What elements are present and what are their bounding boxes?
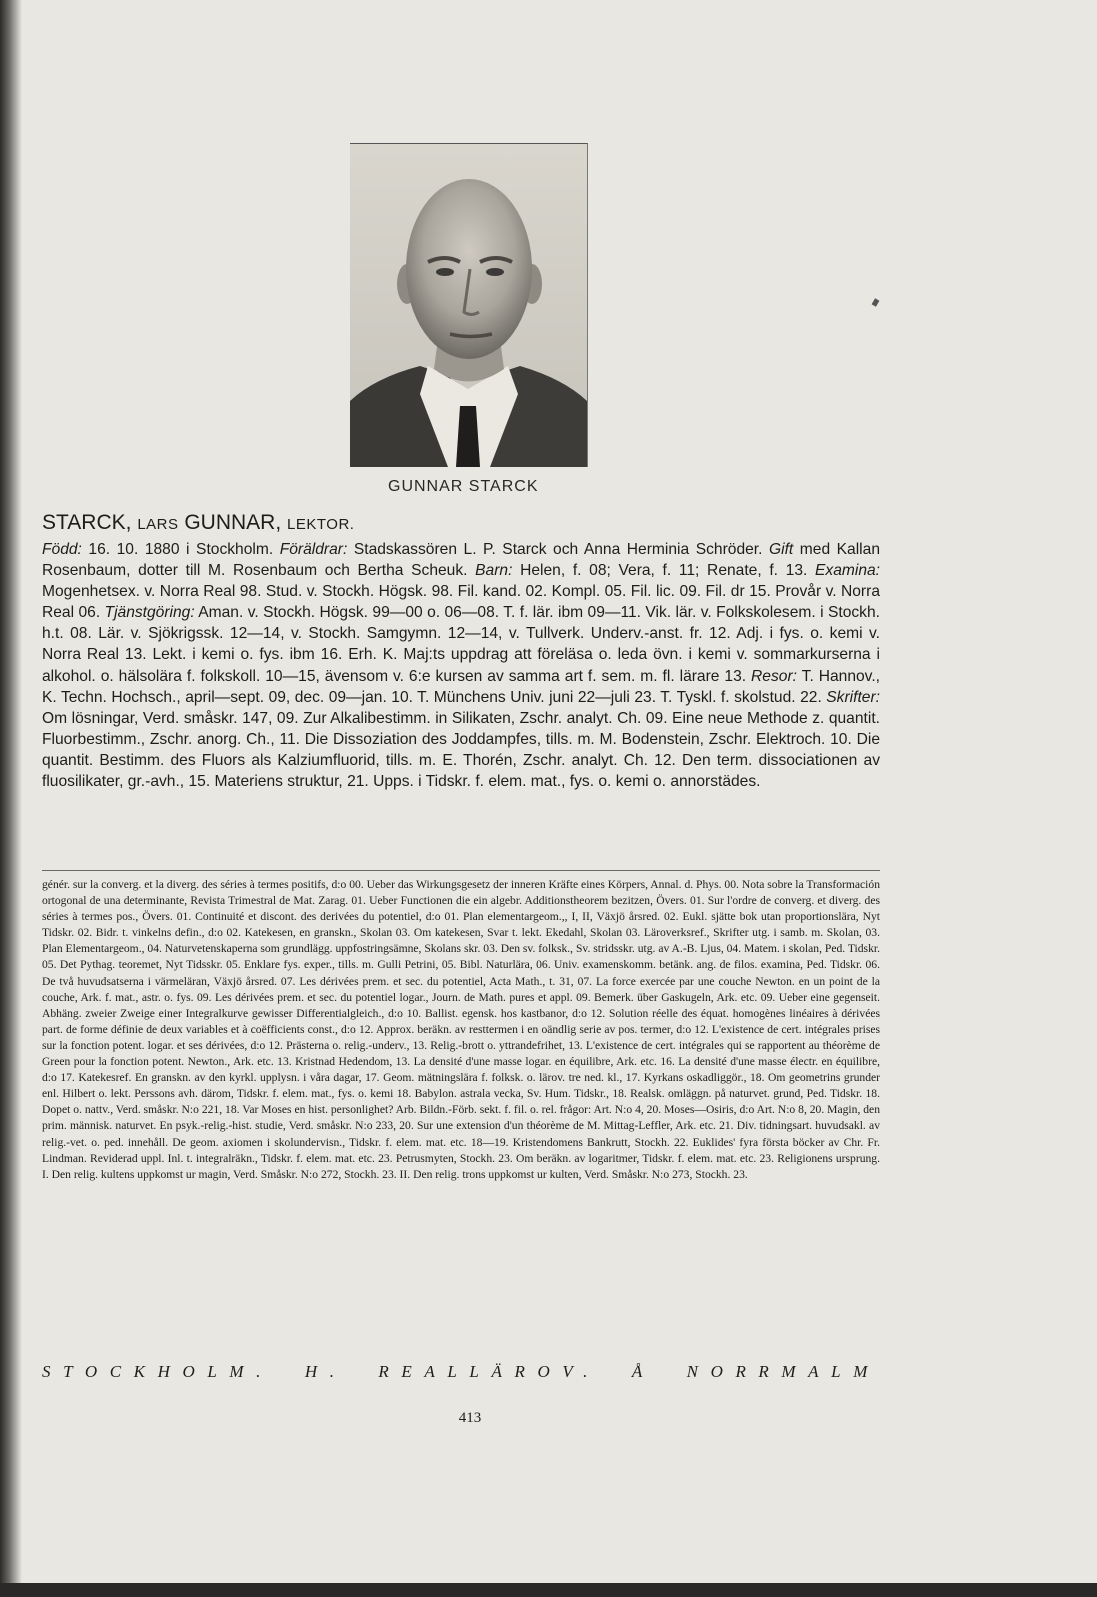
scan-edge: [0, 1583, 1097, 1597]
examina-label: Examina:: [815, 562, 881, 580]
resor-label: Resor:: [751, 667, 797, 685]
portrait-illustration: [350, 144, 587, 467]
gift-label: Gift: [768, 541, 794, 558]
fodd-label: Född:: [42, 541, 82, 558]
fodd-text: 16. 10. 1880 i Stockholm.: [81, 541, 280, 558]
footnote-text: génér. sur la converg. et la diverg. des séries à termes positifs, d:o 00. Ueber das Wirkungsgesetz der inneren Kräfte eines Körpers, Annal. d. Phys. 00. Nota sobre la Transformación ortogonal de una determinante, Revista Trimestral de Mat. Zarag. 01. Ueber Functionen die ein algebr. Additionstheorem bezitzen, Övers. 01. Sur l'ordre de converg. et diverg. des séries à termes pos., Övers. 01. Continuité et discont. des derivées du potentiel, d:o 01. Plan elementargeom.,, I, II, Växjö årsred. 02. Eukl. sjätte bok utan proportionslära, Nyt Tidskr. 02. Bidr. t. vinkelns defin., d:o 02. Katekesen, en granskn., Skolan 03. Om katekesen, Svar t. lekt. Ekedahl, Skolan 03. Läroverksref., Skrifter utg. i samb. m. Skolan, 03. Plan Elementargeom., 04. Naturvetenskaperna som grundlägg. uppfostringsämne, Skolans skr. 03. Den sv. folksk., Sv. stridsskr. utg. av A.-B. Ljus, 04. Matem. i skolan, Ped. Tidskr. 05. Det Pythag. teoremet, Nyt Tidsskr. 05. Enklare fys. exper., tills. m. Gulli Petrini, 05. Bibl. Naturlära, 06. Univ. examenskomm. betänk. ang. de filos. examina, Ped. Tidskr. 06. De två huvudsatserna i värmeläran, Växjö årsred. 07. Les dérivées prem. et sec. du potentiel, Acta Math., t. 31, 07. La force exercée par une couche Newton. en un point de la couche, Ark. f. mat., astr. o. fys. 09. Les dérivées prem. et sec. du potentiel logar., Journ. de Math. pures et appl. 09. Bemerk. über Gaskugeln, Ark. etc. 09. Ueber eine gegenseit. Abhäng. zweier Zweige einer Integralkurve gewisser Differentialgleich., d:o 10. Ballist. egensk. hos kastbanor, d:o 12. Solution réelle des équat. homogènes linéaires à dérivées part. de forme définie de deux variables et à coëfficients const., d:o 12. Approx. beräkn. av resttermen i en oändlig serie av pos. termer, d:o 12. L'existence de cert. intégrales prises sur la fonction potent. logar. et ses dérivées, d:o 12. Prästerna o. relig.-underv., 13. Relig.-brott o. yttrandefrihet, 13. L'existence de cert. intégrales qui se rapportent au théorème de Green pour la fonction potent. Newton., Ark. etc. 13. Kristnad Hedendom, 13. La densité d'une masse logar. en équilibre, Ark. etc. 16. La densité d'une masse électr. en équilibre, d:o 17. Katekesref. En granskn. av den kyrkl. upplysn. i våra dagar, 17. Geom. mätningslära f. folksk. o. lärov. tre ned. kl., 17. Kyrkans oskadliggör., 18. Om geometrins grunder enl. Hilbert o. lekt. Perssons avh. därom, Tidskr. f. elem. mat., fys. o. kemi 18. Babylon. astrala vecka, Sv. Hum. Tidskr., 18. Realsk. omläggn. på naturvet. grund, Ped. Tidskr. 18. Dopet o. nattv., Verd. småskr. N:o 221, 18. Var Moses en hist. personlighet? Arb. Bildn.-Förb. sekt. f. fil. o. rel. frågor: Art. N:o 4, 20. Moses—Osiris, d:o Art. N:o 8, 20. Magin, den prim. människ. naturvet. En psyk.-relig.-hist. studie, Verd. småskr. N:o 233, 20. Sur une extension d'un théorème de M. Mittag-Leffler, Ark. etc. 21. Div. tidningsart. huvudsakl. av relig.-vet. o. ped. innehåll. De geom. axiomen i skolundervisn., Tidskr. f. elem. mat. etc. 18—19. Kristendomens Bankrutt, Stockh. 22. Euklides' fyra första böcker av Chr. Fr. Lindman. Reviderad uppl. Inl. t. integralräkn., Tidskr. f. elem. mat. etc. 23. Petrusmyten, Stockh. 23. Om beräkn. av logaritmer, Tidskr. f. elem. mat. etc. 23. Religionens ursprung. I. Den relig. kultens uppkomst ur magin, Verd. Småskr. N:o 272, Stockh. 23. II. Den relig. trons uppkomst ur kulten, Verd. Småskr. N:o 273, Stockh. 23.: [42, 878, 880, 1181]
entry-heading: [42, 511, 354, 535]
heading-given2: GUNNAR,: [184, 511, 282, 534]
biography-text: [42, 539, 880, 792]
portrait-caption: GUNNAR STARCK: [388, 478, 539, 495]
skrifter-text: Om lösningar, Verd. småskr. 147, 09. Zur Alkalibestimm. in Silikaten, Zschr. analyt. Ch. 09. Eine neue Methode z. quantit. Fluorbestimm., Zschr. anorg. Ch., 11. Die Dissoziation des Joddampfes, tills. m. M. Bodenstein, Zschr. Elektroch. 10. Die quantit. Bestimm. des Fluors als Kalziumfluorid, tills. m. E. Thorén, Zschr. analyt. Ch. 12. Den term. dissociationen av fluosilikater, gr.-avh., 15. Materiens struktur, 21. Upps. i Tidskr. f. elem. mat., fys. o. kemi o. annorstädes.: [42, 709, 880, 791]
footer-city: STOCKHOLM.: [42, 1362, 274, 1381]
heading-title: LEKTOR.: [287, 516, 355, 533]
footer-a: Å: [631, 1362, 655, 1381]
tjanstgoring-label: Tjänstgöring:: [104, 604, 195, 622]
tjanstgoring-text: Aman. v. Stockh. Högsk. 99—00 o. 06—08. T. f. lär. ibm 09—11. Vik. lär. v. Folkskolesem. i Stockh. h.t. 08. Lär. v. Sjökrigssk. 12—14, v. Stockh. Samgymn. 12—14, v. Tullverk. Underv.-anst. fr. 12. Adj. i fys. o. kemi v. Norra Real 13. Lekt. i kemi o. fys. ibm 16. Erh. K. Maj:ts uppdrag att föreläsa o. leda övn. i kemi v. sommarkurserna i alkohol. o. hälsolära f. folkskoll. 10—15, ävensom v. 6:e kursen av samma art f. sem. m. fl. lärare 13.: [42, 604, 880, 685]
footer-district: NORRMALM: [686, 1362, 880, 1381]
stray-mark: [872, 298, 880, 307]
foraldrar-text: Stadskassören L. P. Starck och Anna Herminia Schröder.: [347, 541, 769, 558]
portrait-photo: [350, 143, 588, 467]
page-number: 413: [458, 1410, 482, 1426]
heading-given1: LARS: [137, 516, 179, 533]
heading-surname: STARCK,: [42, 511, 132, 534]
footer-school: REALLÄROV.: [378, 1362, 600, 1381]
footnote-divider: [42, 870, 880, 871]
skrifter-label: Skrifter:: [826, 688, 880, 706]
spine-shadow: [0, 0, 22, 1597]
barn-text: Helen, f. 08; Vera, f. 11; Renate, f. 13.: [512, 562, 815, 580]
barn-label: Barn:: [475, 562, 513, 580]
gift-text: med Kallan Rosenbaum, dotter till M. Rosenbaum och Bertha Scheuk.: [42, 541, 880, 580]
examina-text: Mogenhetsex. v. Norra Real 98. Stud. v. Stockh. Högsk. 98. Fil. kand. 02. Kompl. 05. Fil. lic. 09. Fil. dr 15. Provår v. Norra Real 06.: [42, 583, 880, 622]
foraldrar-label: Föräldrar:: [279, 541, 348, 558]
running-footer: [42, 1362, 880, 1382]
footer-h: H.: [304, 1362, 347, 1381]
resor-text: T. Hannov., K. Techn. Hochsch., april—sept. 09, dec. 09—jan. 10. T. Münchens Univ. juni 22—juli 23. T. Tyskl. f. skolstud. 22.: [42, 667, 880, 706]
